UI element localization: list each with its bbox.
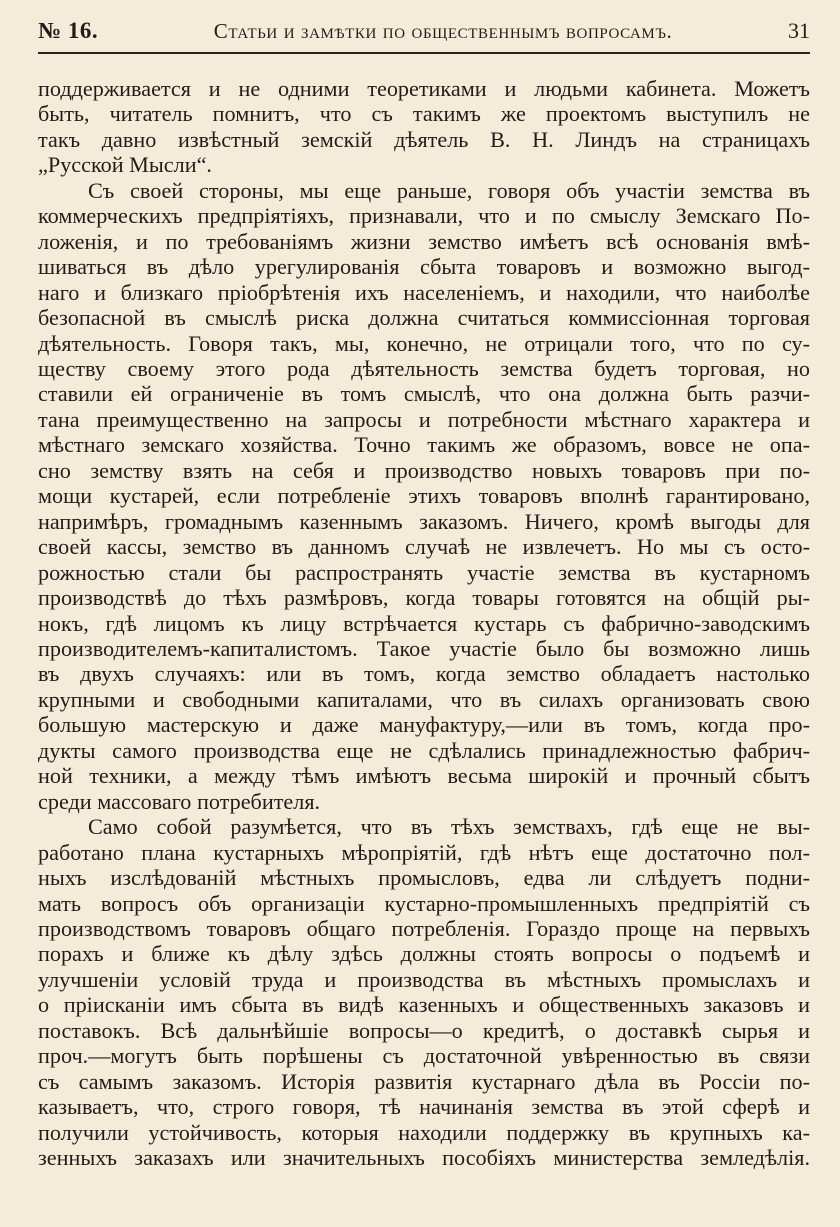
text-line: коммерческихъ предпріятіяхъ, признавали, что и по смыслу Земскаго По- [38, 203, 810, 229]
text-line: крупными и свободными капиталами, что въ силахъ организовать свою [38, 686, 810, 712]
text-line: улучшеніи условій труда и производства въ мѣстныхъ промыслахъ и [38, 966, 810, 992]
issue-number: № 16. [38, 18, 99, 43]
text-line: ставили ей ограниченіе въ томъ смыслѣ, что она должна быть разчи- [38, 381, 810, 407]
text-line: дукты самого производства еще не сдѣлались принадлежностью фабрич- [38, 737, 810, 763]
page-number: 31 [787, 18, 810, 43]
header-rule [38, 52, 810, 54]
text-line: нокъ, гдѣ лицомъ къ лицу встрѣчается кустарь съ фабрично-заводскимъ [38, 610, 810, 636]
text-line: мать вопросъ объ организаціи кустарно-промышленныхъ предпріятій съ [38, 890, 810, 916]
text-line: дѣятельность. Говоря такъ, мы, конечно, не отрицали того, что по су- [38, 330, 810, 356]
text-line: получили устойчивость, которыя находили поддержку въ крупныхъ ка- [38, 1119, 810, 1145]
text-line: съ самымъ заказомъ. Исторія развитія кустарнаго дѣла въ Россіи по- [38, 1068, 810, 1094]
text-line: зенныхъ заказахъ или значительныхъ пособіяхъ министерства земледѣлія. [38, 1145, 810, 1171]
text-line: ложенія, и по требованіямъ жизни земство имѣетъ всѣ основанія вмѣ- [38, 228, 810, 254]
running-header [38, 18, 810, 52]
article-body [38, 76, 810, 1170]
text-line: казываетъ, что, строго говоря, тѣ начинанія земства въ этой сферѣ и [38, 1094, 810, 1120]
text-line: производствѣ до тѣхъ размѣровъ, когда товары готовятся на общій ры- [38, 585, 810, 611]
text-line: напримѣръ, громаднымъ казеннымъ заказомъ. Ничего, кромѣ выгоды для [38, 508, 810, 534]
text-line: быть, читатель помнитъ, что съ такимъ же проектомъ выступилъ не [38, 101, 810, 127]
text-line: работано плана кустарныхъ мѣропріятій, гдѣ нѣтъ еще достаточно пол- [38, 839, 810, 865]
text-line: среди массоваго потребителя. [38, 788, 321, 814]
text-line: рожностью стали бы распространять участіе земства въ кустарномъ [38, 559, 810, 585]
text-line: порахъ и ближе къ дѣлу здѣсь должны стоять вопросы о подъемѣ и [38, 941, 810, 967]
text-line: тана преимущественно на запросы и потребности мѣстнаго характера и [38, 406, 810, 432]
text-line: наго и близкаго пріобрѣтенія ихъ населеніемъ, и находили, что наиболѣе [38, 279, 810, 305]
text-line: мѣстнаго земскаго хозяйства. Точно такимъ же образомъ, вовсе не опа- [38, 432, 810, 458]
text-line: сно земству взять на себя и производство новыхъ товаровъ при по- [38, 457, 810, 483]
text-line: о пріисканіи имъ сбыта въ видѣ казенныхъ и общественныхъ заказовъ и [38, 992, 810, 1018]
text-line: большую мастерскую и даже мануфактуру,—или въ томъ, когда про- [38, 712, 810, 738]
text-line: производствомъ товаровъ общаго потребленія. Гораздо проще на первыхъ [38, 915, 810, 941]
text-line: шиваться въ дѣло урегулированія сбыта товаровъ и возможно выгод- [38, 254, 810, 280]
text-line: ной техники, а между тѣмъ имѣютъ весьма широкій и прочный сбытъ [38, 763, 810, 789]
text-line: въ двухъ случаяхъ: или въ томъ, когда земство обладаетъ настолько [38, 661, 810, 687]
text-line: безопасной въ смыслѣ риска должна считаться коммиссіонная торговая [38, 305, 810, 331]
text-line: ныхъ изслѣдованій мѣстныхъ промысловъ, едва ли слѣдуетъ подни- [38, 865, 810, 891]
text-line: ществу своему этого рода дѣятельность земства будетъ торговая, но [38, 355, 810, 381]
text-line: такъ давно извѣстный земскій дѣятель В. Н. Линдъ на страницахъ [38, 126, 810, 152]
text-line: производителемъ-капиталистомъ. Такое участіе было бы возможно лишь [38, 635, 810, 661]
text-line: поддерживается и не одними теоретиками и людьми кабинета. Можетъ [38, 76, 810, 101]
text-line: проч.—могутъ быть порѣшены съ достаточной увѣренностью въ связи [38, 1043, 810, 1069]
text-line: „Русской Мысли“. [38, 152, 212, 178]
text-line: Само собой разумѣется, что въ тѣхъ земствахъ, гдѣ еще не вы- [88, 814, 810, 840]
text-line: Съ своей стороны, мы еще раньше, говоря объ участіи земства въ [88, 177, 810, 203]
text-line: своей кассы, земство въ данномъ случаѣ не извлечетъ. Но мы съ осто- [38, 534, 810, 560]
text-line: мощи кустарей, если потребленіе этихъ товаровъ вполнѣ гарантировано, [38, 483, 810, 509]
running-title: Статьи и замѣтки по общественнымъ вопросамъ. [213, 19, 673, 43]
text-line: поставокъ. Всѣ дальнѣйшіе вопросы—о кредитѣ, о доставкѣ сырья и [38, 1017, 810, 1043]
